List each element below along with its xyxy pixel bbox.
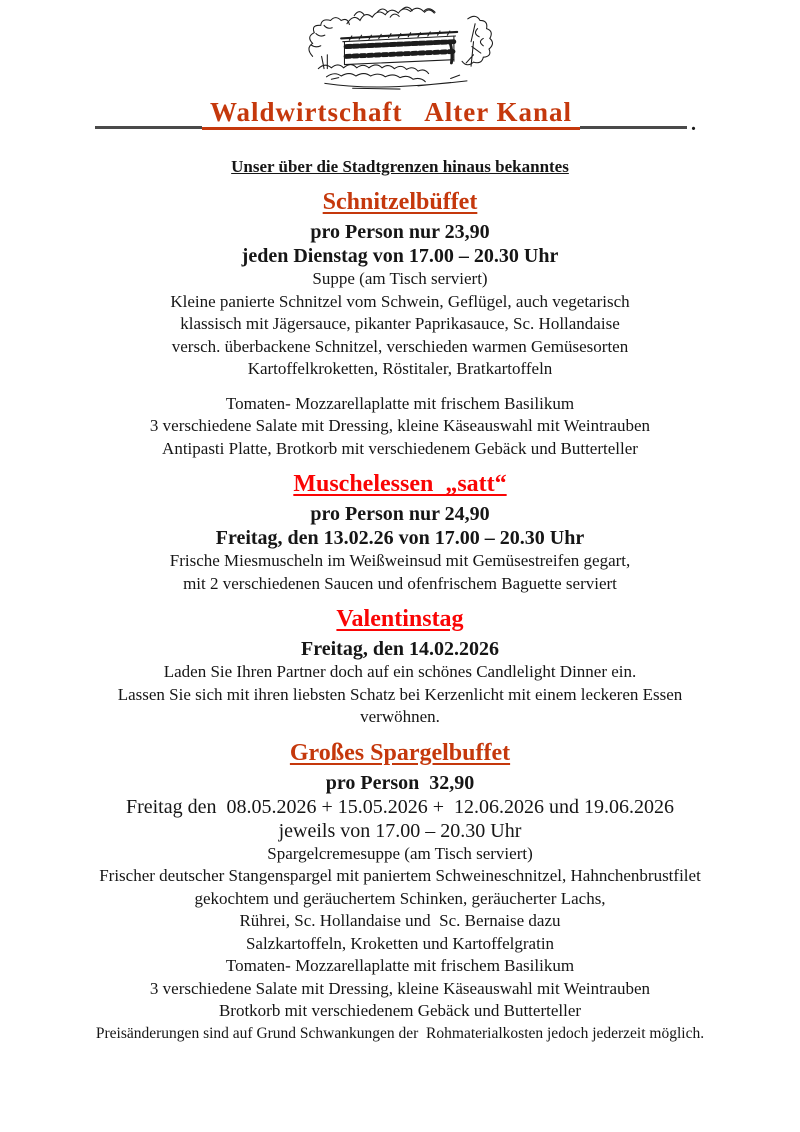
dates-line: Freitag den 08.05.2026 + 15.05.2026 + 12.06.2026 und 19.06.2026 <box>125 795 675 818</box>
menu-line: Tomaten- Mozzarellaplatte mit frischem Basilikum <box>225 393 575 413</box>
menu-line: Rührei, Sc. Hollandaise und Sc. Bernaise dazu <box>239 911 561 931</box>
section-valentinstag <box>0 604 800 729</box>
menu-line: Antipasti Platte, Brotkorb mit verschiedenem Gebäck und Butterteller <box>162 438 638 458</box>
title-rule-right <box>580 126 687 129</box>
menu-line: Salzkartoffeln, Kroketten und Kartoffelgratin <box>245 933 555 953</box>
menu-line: 3 verschiedene Salate mit Dressing, kleine Käseauswahl mit Weintrauben <box>149 416 651 436</box>
menu-line: Laden Sie Ihren Partner doch auf ein schönes Candlelight Dinner ein. <box>163 662 637 682</box>
building-sketch-icon <box>302 4 498 90</box>
menu-line: klassisch mit Jägersauce, pikanter Paprikasauce, Sc. Hollandaise <box>180 314 620 334</box>
restaurant-logo <box>0 0 800 94</box>
section-heading-spargelbuffet: Großes Spargelbuffet <box>289 739 511 766</box>
section-heading-schnitzelbuffet: Schnitzelbüffet <box>322 189 478 216</box>
time-line: jeweils von 17.00 – 20.30 Uhr <box>278 819 522 842</box>
menu-line: Lassen Sie sich mit ihren liebsten Schatz bei Kerzenlicht mit einem leckeren Essen <box>117 684 683 704</box>
menu-line: Frische Miesmuscheln im Weißweinsud mit Gemüsestreifen gegart, <box>169 551 631 571</box>
price-line: pro Person nur 23,90 <box>310 221 490 244</box>
section-heading-valentinstag: Valentinstag <box>336 606 464 633</box>
intro-line: Unser über die Stadtgrenzen hinaus bekanntes <box>231 157 569 177</box>
menu-line: gekochtem und geräuchertem Schinken, geräucherter Lachs, <box>194 888 606 908</box>
title-trailing-dot: . <box>691 113 696 136</box>
menu-line: Tomaten- Mozzarellaplatte mit frischem Basilikum <box>225 956 575 976</box>
price-line: pro Person nur 24,90 <box>310 503 490 526</box>
menu-line: mit 2 verschiedenen Saucen und ofenfrischem Baguette serviert <box>183 573 617 593</box>
menu-line: 3 verschiedene Salate mit Dressing, kleine Käseauswahl mit Weintrauben <box>149 978 651 998</box>
menu-line: Suppe (am Tisch serviert) <box>312 269 488 289</box>
section-schnitzelbuffet <box>0 187 800 460</box>
menu-line: Kartoffelkroketten, Röstitaler, Bratkartoffeln <box>247 359 553 379</box>
price-line: pro Person 32,90 <box>325 771 475 794</box>
date-line: Freitag, den 13.02.26 von 17.00 – 20.30 Uhr <box>215 527 585 550</box>
title-rule-left <box>95 126 202 129</box>
menu-line: Kleine panierte Schnitzel vom Schwein, Geflügel, auch vegetarisch <box>170 291 630 311</box>
date-line: Freitag, den 14.02.2026 <box>301 638 499 661</box>
time-line: jeden Dienstag von 17.00 – 20.30 Uhr <box>241 245 559 268</box>
price-change-disclaimer: Preisänderungen sind auf Grund Schwankungen der Rohmaterialkosten jedoch jederzeit möglich. <box>95 1024 705 1042</box>
section-heading-muschelessen: Muschelessen „satt“ <box>293 471 507 498</box>
section-spargelbuffet <box>0 738 800 1023</box>
menu-line: verwöhnen. <box>360 707 440 727</box>
menu-content <box>0 155 800 1044</box>
section-muschelessen <box>0 469 800 595</box>
menu-line: Frischer deutscher Stangenspargel mit paniertem Schweineschnitzel, Hahnchenbrustfilet <box>99 866 701 886</box>
restaurant-title: Waldwirtschaft Alter Kanal <box>202 98 580 130</box>
title-row <box>95 97 696 136</box>
menu-line: versch. überbackene Schnitzel, verschieden warmen Gemüsesorten <box>171 336 629 356</box>
menu-line: Spargelcremesuppe (am Tisch serviert) <box>267 843 533 863</box>
paragraph-gap <box>0 381 800 393</box>
menu-line: Brotkorb mit verschiedenem Gebäck und Butterteller <box>218 1001 582 1021</box>
